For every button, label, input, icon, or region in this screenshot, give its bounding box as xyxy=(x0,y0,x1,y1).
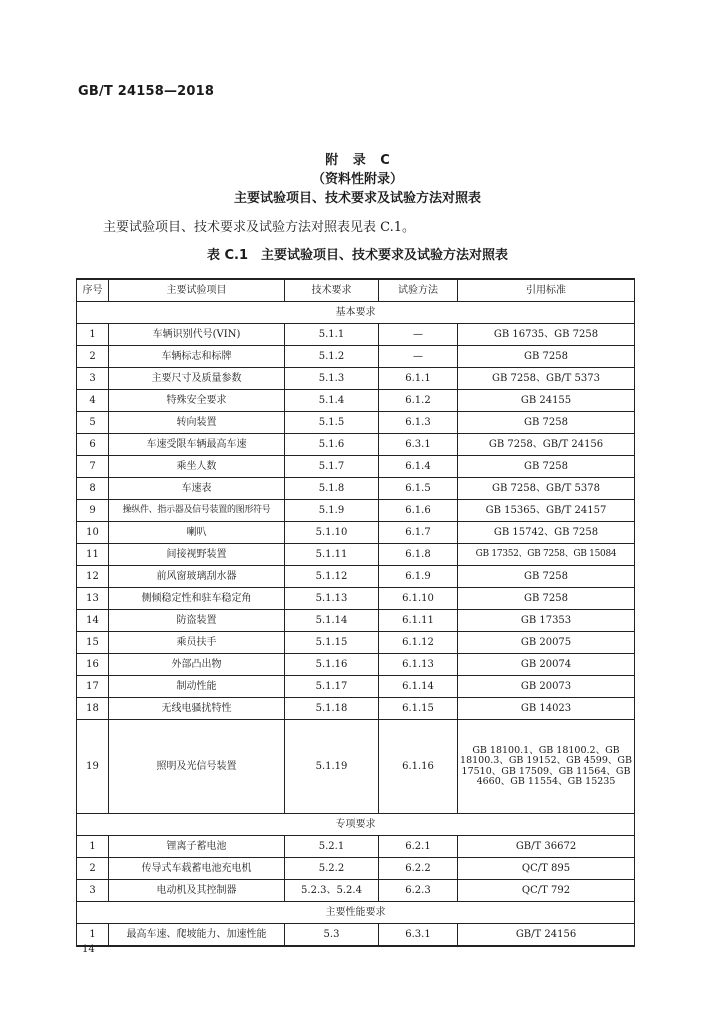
table-row xyxy=(77,412,635,434)
cell-no: 1 xyxy=(77,924,109,947)
cell-item: 制动性能 xyxy=(109,676,285,698)
cell-std: GB 24155 xyxy=(458,390,635,412)
cell-no: 13 xyxy=(77,588,109,610)
cell-req: 5.1.3 xyxy=(285,368,379,390)
cell-method: 6.1.6 xyxy=(379,500,458,522)
cell-no: 1 xyxy=(77,836,109,858)
cell-item: 锂离子蓄电池 xyxy=(109,836,285,858)
cell-method: 6.3.1 xyxy=(379,924,458,947)
cell-method: 6.1.8 xyxy=(379,544,458,566)
table-title: 表 C.1 主要试验项目、技术要求及试验方法对照表 xyxy=(206,248,509,263)
table-row xyxy=(77,632,635,654)
table-row xyxy=(77,588,635,610)
cell-std: GB 17352、GB 7258、GB 15084 xyxy=(458,544,635,566)
cell-item: 间接视野装置 xyxy=(109,544,285,566)
page-number: 14 xyxy=(82,944,95,955)
cell-item: 操纵件、指示器及信号装置的图形符号 xyxy=(109,500,285,522)
cell-method: 6.1.2 xyxy=(379,390,458,412)
table-row xyxy=(77,676,635,698)
table-row xyxy=(77,390,635,412)
cell-no: 5 xyxy=(77,412,109,434)
cell-req: 5.1.16 xyxy=(285,654,379,676)
cell-no: 12 xyxy=(77,566,109,588)
cell-req: 5.1.9 xyxy=(285,500,379,522)
cell-req: 5.2.3、5.2.4 xyxy=(285,880,379,902)
table-row xyxy=(77,500,635,522)
cell-item: 传导式车载蓄电池充电机 xyxy=(109,858,285,880)
cell-no: 17 xyxy=(77,676,109,698)
cell-req: 5.1.18 xyxy=(285,698,379,720)
standard-code: GB/T 24158—2018 xyxy=(78,84,215,99)
cell-std: GB 20073 xyxy=(458,676,635,698)
section-special-rows xyxy=(77,836,635,902)
cell-std: GB 18100.1、GB 18100.2、GB 18100.3、GB 19152、GB 4599、GB 17510、GB 17509、GB 11564、GB 4660、GB 11554、GB 15235 xyxy=(458,720,635,814)
cell-item: 前风窗玻璃刮水器 xyxy=(109,566,285,588)
cell-item: 最高车速、爬坡能力、加速性能 xyxy=(109,924,285,947)
cell-item: 车速受限车辆最高车速 xyxy=(109,434,285,456)
cell-std: GB 7258、GB/T 5378 xyxy=(458,478,635,500)
cell-req: 5.1.14 xyxy=(285,610,379,632)
cell-method: 6.1.5 xyxy=(379,478,458,500)
cell-std: GB 15742、GB 7258 xyxy=(458,522,635,544)
cell-no: 3 xyxy=(77,880,109,902)
cell-req: 5.2.1 xyxy=(285,836,379,858)
table-row xyxy=(77,836,635,858)
cell-req: 5.1.7 xyxy=(285,456,379,478)
section-row xyxy=(77,814,635,836)
table-row xyxy=(77,654,635,676)
cell-method: 6.1.14 xyxy=(379,676,458,698)
cell-req: 5.1.6 xyxy=(285,434,379,456)
table-row xyxy=(77,324,635,346)
cell-method: 6.2.3 xyxy=(379,880,458,902)
cell-req: 5.1.13 xyxy=(285,588,379,610)
cell-no: 7 xyxy=(77,456,109,478)
cell-no: 19 xyxy=(77,720,109,814)
cell-req: 5.1.4 xyxy=(285,390,379,412)
section-title-performance: 主要性能要求 xyxy=(77,902,635,924)
cell-req: 5.2.2 xyxy=(285,858,379,880)
section-basic-rows xyxy=(77,324,635,720)
cell-item: 无线电骚扰特性 xyxy=(109,698,285,720)
cell-req: 5.1.17 xyxy=(285,676,379,698)
cell-no: 8 xyxy=(77,478,109,500)
header-no: 序号 xyxy=(77,279,109,302)
cell-item: 转向装置 xyxy=(109,412,285,434)
cell-method: 6.1.7 xyxy=(379,522,458,544)
cell-method: 6.1.9 xyxy=(379,566,458,588)
cell-method: 6.1.15 xyxy=(379,698,458,720)
cell-method: 6.1.13 xyxy=(379,654,458,676)
cell-method: 6.1.1 xyxy=(379,368,458,390)
cell-item: 特殊安全要求 xyxy=(109,390,285,412)
cell-item: 主要尺寸及质量参数 xyxy=(109,368,285,390)
table-row xyxy=(77,924,635,947)
cell-item: 车辆识别代号(VIN) xyxy=(109,324,285,346)
cell-item: 车速表 xyxy=(109,478,285,500)
cell-req: 5.1.1 xyxy=(285,324,379,346)
cell-method: 6.2.1 xyxy=(379,836,458,858)
section-title-special: 专项要求 xyxy=(77,814,635,836)
cell-req: 5.1.12 xyxy=(285,566,379,588)
table-row xyxy=(77,720,635,814)
cell-req: 5.1.19 xyxy=(285,720,379,814)
cell-no: 11 xyxy=(77,544,109,566)
cell-std: GB/T 36672 xyxy=(458,836,635,858)
cell-std: GB 7258 xyxy=(458,588,635,610)
annex-name: 主要试验项目、技术要求及试验方法对照表 xyxy=(233,191,481,206)
cell-std: GB 16735、GB 7258 xyxy=(458,324,635,346)
cell-no: 15 xyxy=(77,632,109,654)
table-row xyxy=(77,544,635,566)
cell-req: 5.1.8 xyxy=(285,478,379,500)
section-performance-rows xyxy=(77,924,635,947)
cell-std: GB 7258 xyxy=(458,566,635,588)
section-row xyxy=(77,902,635,924)
cell-item: 侧倾稳定性和驻车稳定角 xyxy=(109,588,285,610)
table-row xyxy=(77,478,635,500)
table-row xyxy=(77,698,635,720)
table-row xyxy=(77,522,635,544)
cell-method: 6.1.3 xyxy=(379,412,458,434)
section-title-basic: 基本要求 xyxy=(77,302,635,324)
cell-item: 电动机及其控制器 xyxy=(109,880,285,902)
cell-method: 6.1.4 xyxy=(379,456,458,478)
cell-std: GB 14023 xyxy=(458,698,635,720)
cell-method: 6.1.16 xyxy=(379,720,458,814)
cell-item: 乘坐人数 xyxy=(109,456,285,478)
table-row xyxy=(77,880,635,902)
cell-item: 外部凸出物 xyxy=(109,654,285,676)
cell-req: 5.1.15 xyxy=(285,632,379,654)
header-req: 技术要求 xyxy=(285,279,379,302)
cell-no: 16 xyxy=(77,654,109,676)
header-method: 试验方法 xyxy=(379,279,458,302)
cell-std: QC/T 895 xyxy=(458,858,635,880)
cell-std: GB 20075 xyxy=(458,632,635,654)
cell-no: 2 xyxy=(77,858,109,880)
cell-method: 6.1.12 xyxy=(379,632,458,654)
cell-no: 14 xyxy=(77,610,109,632)
cell-std: GB 20074 xyxy=(458,654,635,676)
cell-std: GB 7258 xyxy=(458,412,635,434)
header-item: 主要试验项目 xyxy=(109,279,285,302)
table-header-row xyxy=(77,279,635,302)
table-row xyxy=(77,610,635,632)
cell-no: 2 xyxy=(77,346,109,368)
cell-method: 6.1.11 xyxy=(379,610,458,632)
cell-item: 车辆标志和标牌 xyxy=(109,346,285,368)
cell-std: GB 7258、GB/T 5373 xyxy=(458,368,635,390)
cell-req: 5.1.5 xyxy=(285,412,379,434)
table-row xyxy=(77,858,635,880)
cell-std: GB 15365、GB/T 24157 xyxy=(458,500,635,522)
cell-req: 5.1.10 xyxy=(285,522,379,544)
comparison-table xyxy=(76,278,635,947)
cell-std: GB 7258 xyxy=(458,346,635,368)
cell-item: 乘员扶手 xyxy=(109,632,285,654)
cell-method: — xyxy=(379,324,458,346)
table-row xyxy=(77,456,635,478)
cell-no: 3 xyxy=(77,368,109,390)
cell-req: 5.3 xyxy=(285,924,379,947)
cell-item: 防盗装置 xyxy=(109,610,285,632)
cell-method: 6.3.1 xyxy=(379,434,458,456)
cell-method: 6.2.2 xyxy=(379,858,458,880)
table-row xyxy=(77,346,635,368)
cell-method: 6.1.10 xyxy=(379,588,458,610)
cell-no: 4 xyxy=(77,390,109,412)
cell-item: 喇叭 xyxy=(109,522,285,544)
table-row xyxy=(77,368,635,390)
annex-subtitle: （资料性附录） xyxy=(311,172,403,187)
cell-item: 照明及光信号装置 xyxy=(109,720,285,814)
cell-std: GB 17353 xyxy=(458,610,635,632)
intro-paragraph: 主要试验项目、技术要求及试验方法对照表见表 C.1。 xyxy=(103,220,416,235)
table-row xyxy=(77,434,635,456)
cell-no: 1 xyxy=(77,324,109,346)
cell-no: 6 xyxy=(77,434,109,456)
cell-std: GB 7258、GB/T 24156 xyxy=(458,434,635,456)
table-row xyxy=(77,566,635,588)
cell-req: 5.1.11 xyxy=(285,544,379,566)
cell-no: 10 xyxy=(77,522,109,544)
header-std: 引用标准 xyxy=(458,279,635,302)
cell-no: 9 xyxy=(77,500,109,522)
cell-req: 5.1.2 xyxy=(285,346,379,368)
cell-method: — xyxy=(379,346,458,368)
section-row xyxy=(77,302,635,324)
cell-no: 18 xyxy=(77,698,109,720)
cell-std: GB/T 24156 xyxy=(458,924,635,947)
cell-std: QC/T 792 xyxy=(458,880,635,902)
cell-std: GB 7258 xyxy=(458,456,635,478)
annex-title: 附 录 C xyxy=(325,153,390,168)
